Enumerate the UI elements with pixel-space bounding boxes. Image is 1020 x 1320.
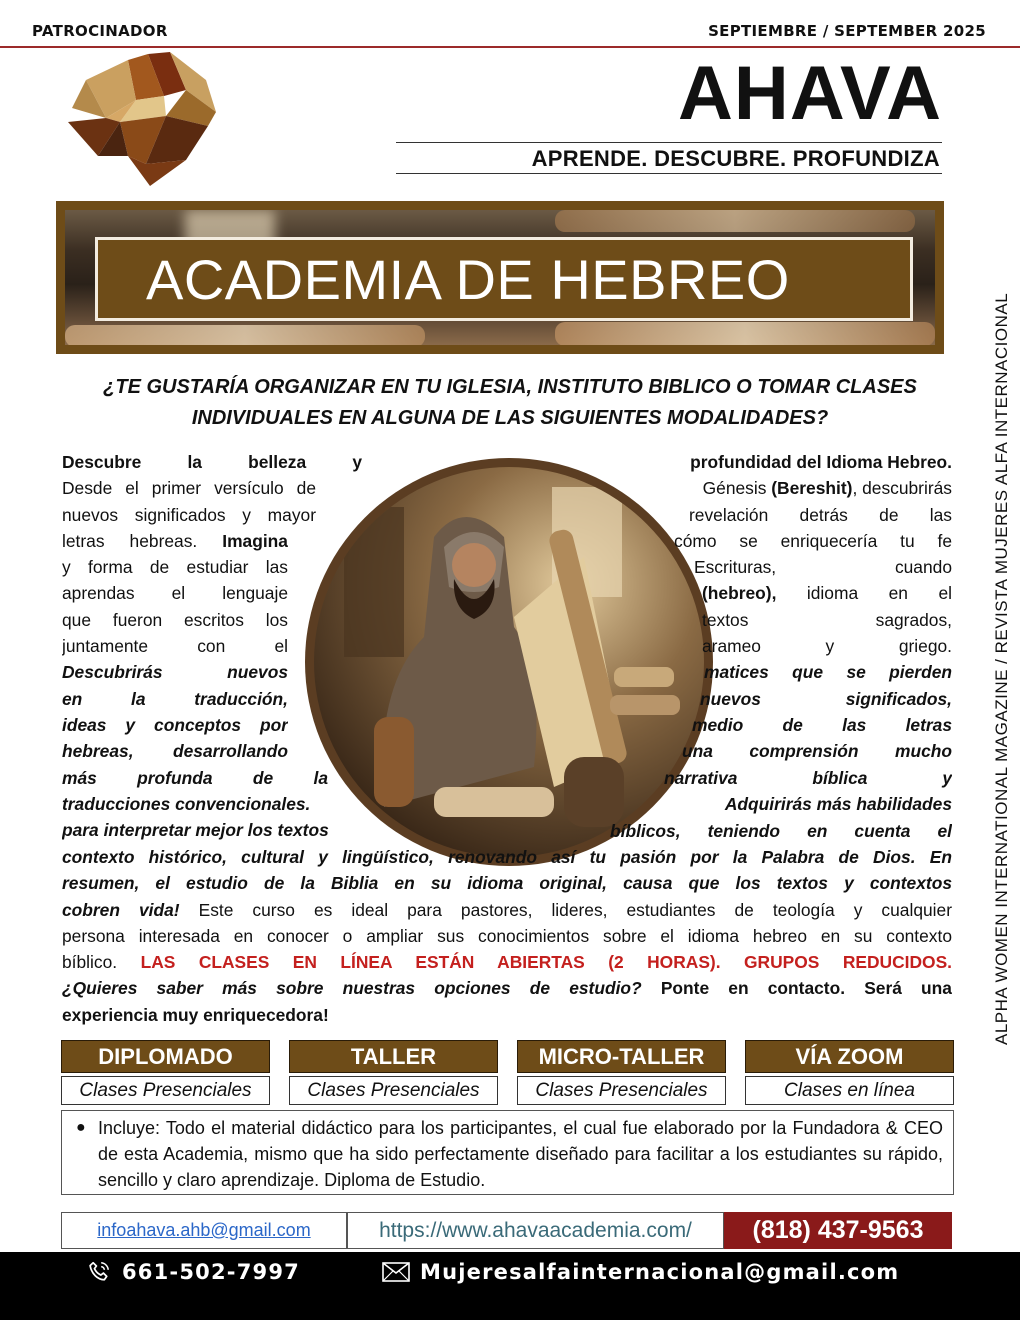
modality-diplomado: DIPLOMADO [61,1040,270,1073]
modality-micro-taller-mode: Clases Presenciales [517,1076,726,1105]
banner-title-box [95,237,913,321]
modality-taller: TALLER [289,1040,498,1073]
ahava-logo [66,52,226,188]
bullet-icon: ● [76,1119,86,1136]
footer-email: Mujeresalfainternacional@gmail.com [382,1257,899,1287]
banner-title: ACADEMIA DE HEBREO [146,247,790,311]
tagline-rule-bottom [396,173,942,174]
body-left-column: Descubre la belleza y Desde el primer versículo de nuevos significados y mayor letras hebreas. Imagina y forma de estudiar las aprendas el lenguaje que fueron escritos los juntamente con el Descubrirás nuevos en la traducción, ideas y conceptos por hebreas, desarrollando más profunda de la traducciones convencionales. para interpretar mejor los textos [62,452,362,841]
issue-date: SEPTIEMBRE / SEPTEMBER 2025 [708,22,986,40]
modality-micro-taller: MICRO-TALLER [517,1040,726,1073]
contact-email-link[interactable]: infoahava.ahb@gmail.com [61,1212,347,1249]
website-link[interactable]: https://www.ahavaacademia.com/ [347,1212,724,1249]
modality-via-zoom-mode: Clases en línea [745,1076,954,1105]
includes-box [61,1110,954,1195]
body-right-last-line: bíblicos, teniendo en cuenta el [610,821,952,841]
banner-image [65,210,935,345]
modality-via-zoom: VÍA ZOOM [745,1040,954,1073]
brand-title: AHAVA [678,51,942,136]
phone-icon [86,1259,112,1285]
includes-text: Incluye: Todo el material didáctico para los participantes, el cual fue elaborado por la Fundadora & CEO de esta Academia, mismo que ha sido perfectamente diseñado para facilitar a los estudiantes su rápido, sencillo y claro aprendizaje. Diploma de Estudio. [98,1118,943,1190]
sponsor-label: PATROCINADOR [32,22,168,40]
modality-taller-mode: Clases Presenciales [289,1076,498,1105]
header-rule [0,46,1020,48]
contact-phone: (818) 437-9563 [724,1212,952,1249]
question-heading: ¿TE GUSTARÍA ORGANIZAR EN TU IGLESIA, INSTITUTO BIBLICO O TOMAR CLASES INDIVIDUALES EN ALGUNA DE LAS SIGUIENTES MODALIDADES? [103,376,917,429]
academy-banner [56,201,944,354]
body-full-text: contexto histórico, cultural y lingüístico, renovando así tu pasión por la Palabra de Dios. En resumen, el estudio de la Biblia en su idioma original, causa que los textos y contextos cobren vida! Este curso es ideal para pastores, lideres, estudiantes de teología y cualquier persona interesada en conocer o ampliar sus conocimientos sobre el idioma hebreo en su contexto bíblico. LAS CLASES EN LÍNEA ESTÁN ABIERTAS (2 HORAS). GRUPOS REDUCIDOS. ¿Quieres saber más sobre nuestras opciones de estudio? Ponte en contacto. Será una experiencia muy enriquecedora! [62,847,952,1025]
body-right-column: profundidad del Idioma Hebreo. Génesis (Bereshit), descubrirás revelación detrás de las cómo se enriquecería tu fe Escrituras, cuando (hebreo), idioma en el textos sagrados, arameo y griego. matices que se pierden nuevos significados, medio de las letras una comprensión mucho narrativa bíblica y Adquirirás más habilidades [664,452,952,814]
modality-diplomado-mode: Clases Presenciales [61,1076,270,1105]
tagline-rule-top [396,142,942,143]
tagline: APRENDE. DESCUBRE. PROFUNDIZA [531,146,940,171]
magazine-side-text: ALPHA WOMEN INTERNATIONAL MAGAZINE / REVISTA MUJERES ALFA INTERNACIONAL [992,292,1011,1045]
mail-icon [382,1262,410,1282]
footer-phone: 661-502-7997 [86,1257,300,1287]
